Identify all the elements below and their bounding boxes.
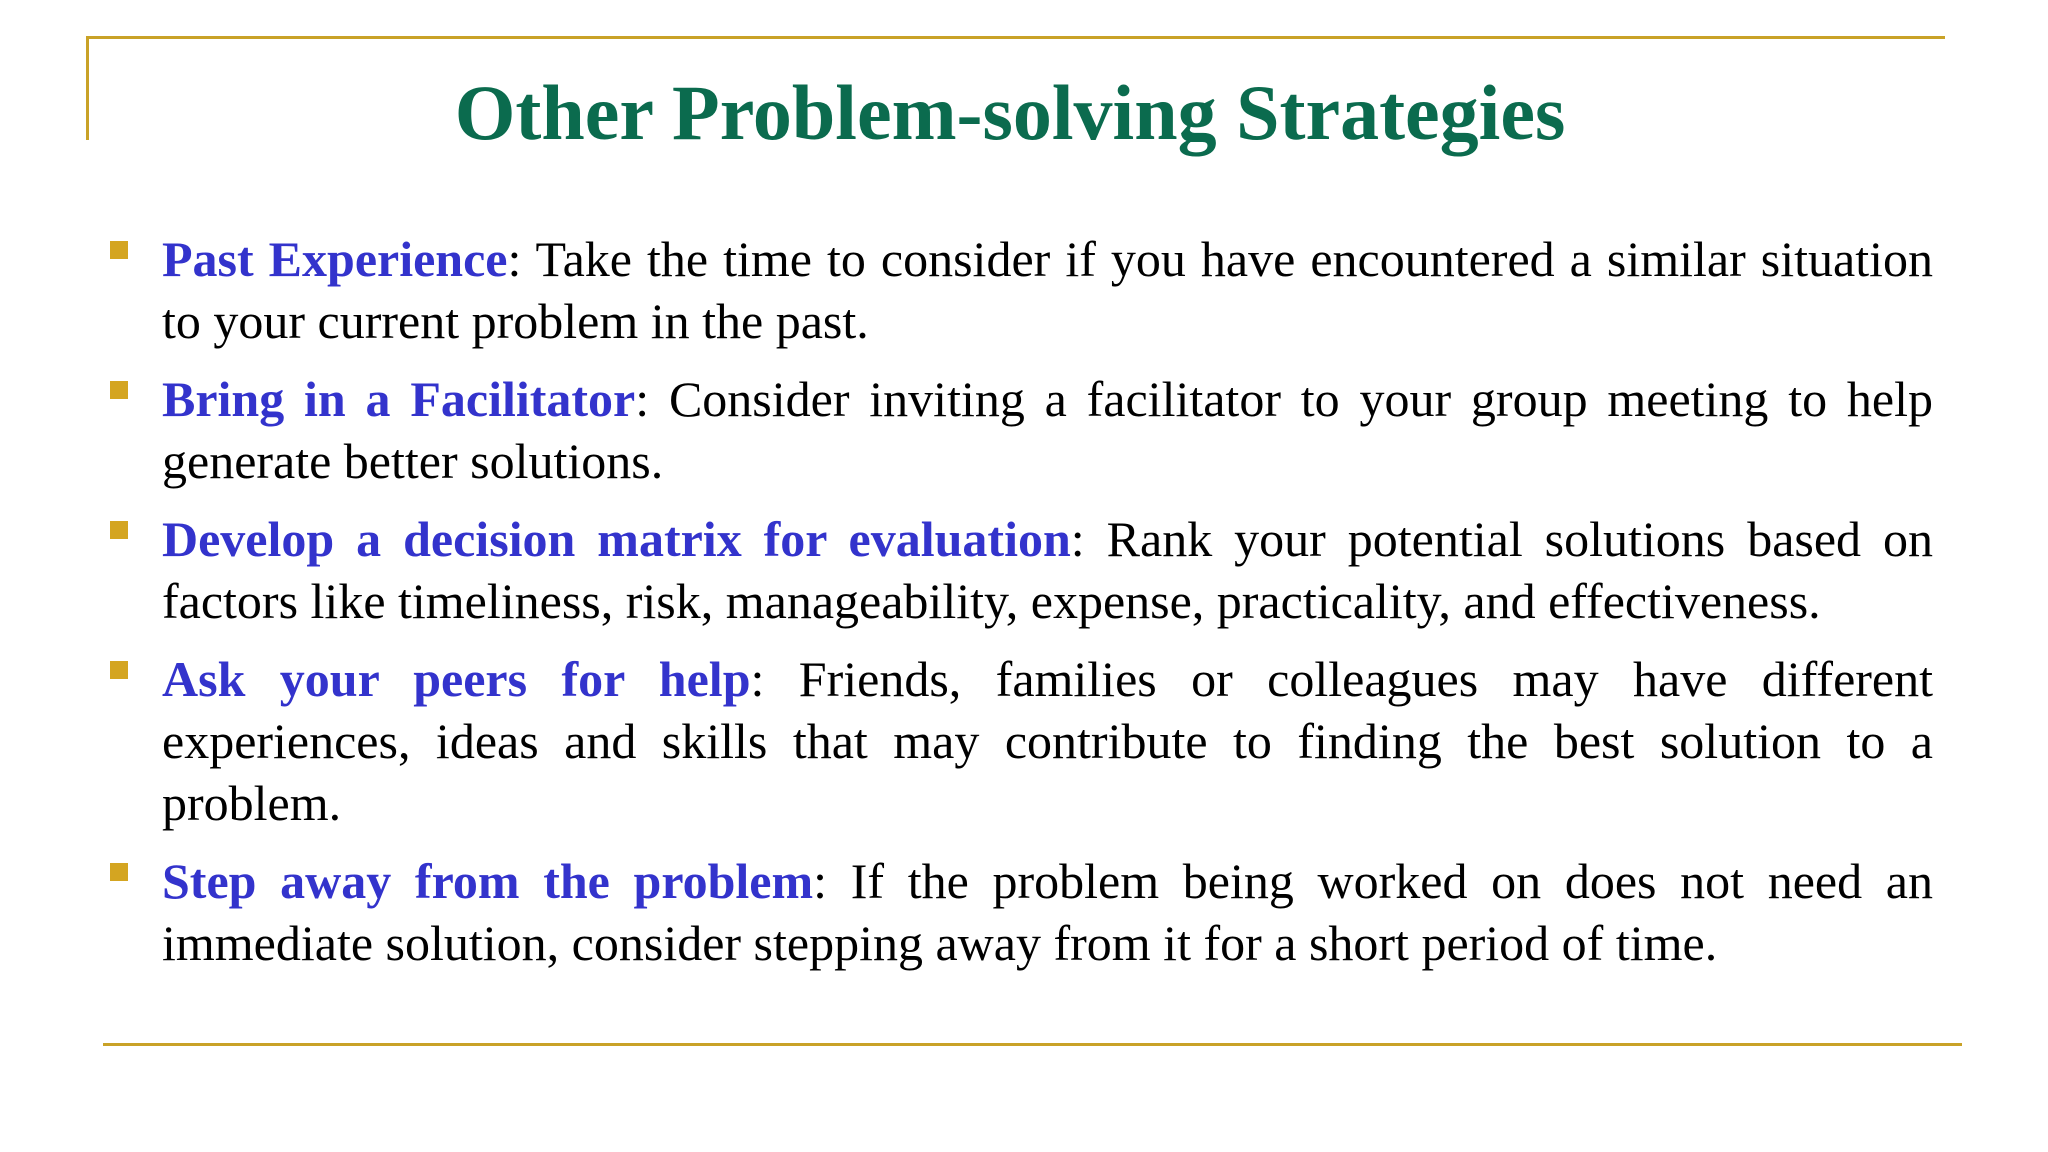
bullet-text: : If the problem being worked on does not need an immediate solution, consider stepping away from it for a short period of time. — [162, 853, 1933, 971]
bullet-term: Past Experience — [162, 231, 508, 287]
bullet-term: Step away from the problem — [162, 853, 814, 909]
square-bullet-icon — [110, 661, 128, 679]
bullet-text: : Friends, families or colleagues may have different experiences, ideas and skills that may contribute to finding the best solution to a problem. — [162, 651, 1934, 831]
bullet-term: Develop a decision matrix for evaluation — [162, 511, 1071, 567]
bullet-item-past-experience — [162, 228, 1933, 352]
square-bullet-icon — [110, 241, 128, 259]
bottom-rule — [103, 1043, 1962, 1046]
bullet-term: Ask your peers for help — [162, 651, 751, 707]
bullet-text: : Consider inviting a facilitator to your group meeting to help generate better solutions. — [162, 371, 1933, 489]
bullet-item-step-away — [162, 850, 1933, 974]
bullet-text: : Take the time to consider if you have encountered a similar situation to your current problem in the past. — [162, 231, 1933, 349]
bullet-term: Bring in a Facilitator — [162, 371, 636, 427]
square-bullet-icon — [110, 521, 128, 539]
square-bullet-icon — [110, 381, 128, 399]
top-rule — [86, 36, 1945, 39]
bullet-text: : Rank your potential solutions based on factors like timeliness, risk, manageability, expense, practicality, and effectiveness. — [162, 511, 1934, 629]
bullet-item-decision-matrix — [162, 508, 1933, 632]
square-bullet-icon — [110, 863, 128, 881]
bullet-item-peers — [162, 648, 1933, 834]
bullet-list — [0, 228, 2048, 990]
slide-title: Other Problem-solving Strategies — [454, 69, 1566, 156]
bullet-item-facilitator — [162, 368, 1933, 492]
